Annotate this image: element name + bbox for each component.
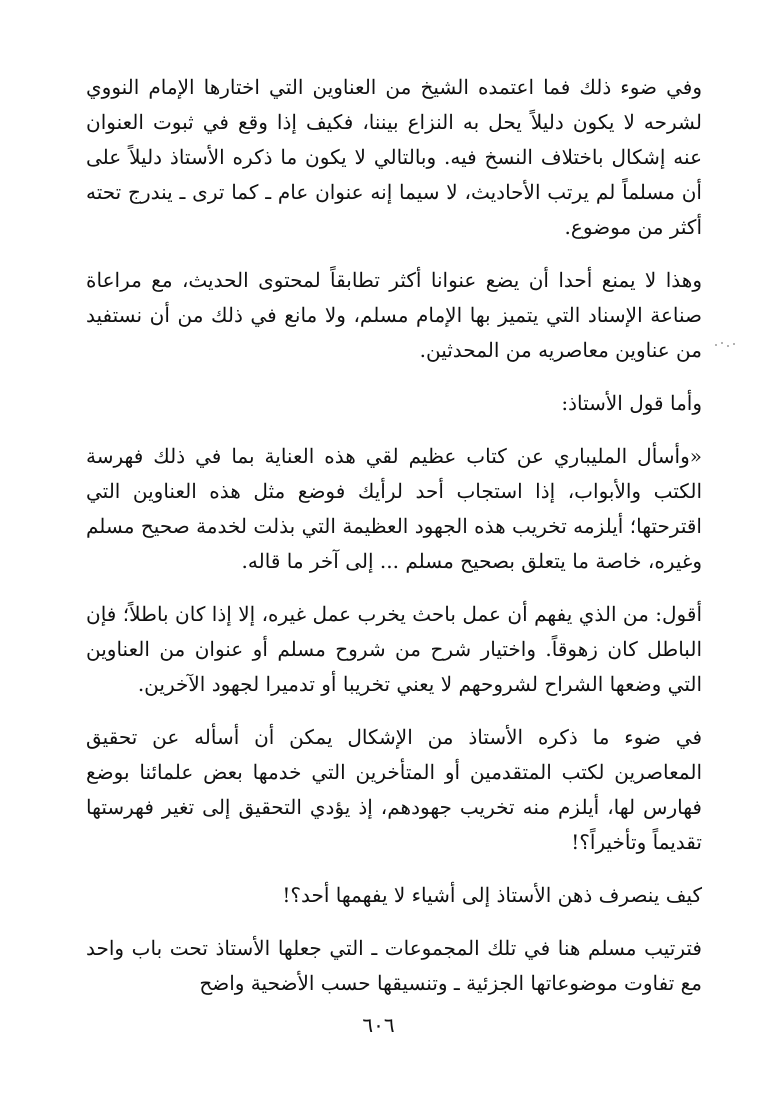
speck [733, 343, 735, 345]
speck [715, 344, 717, 346]
paragraph-7: كيف ينصرف ذهن الأستاذ إلى أشياء لا يفهمها أحد؟! [282, 883, 702, 907]
speck [727, 345, 729, 347]
paragraph-3-quote-intro: وأما قول الأستاذ: [561, 391, 702, 415]
page-number: ٦٠٦ [362, 1013, 395, 1037]
scan-speck-marks [715, 340, 737, 350]
page-body [86, 70, 702, 1019]
speck [721, 342, 723, 344]
paragraph-2: وهذا لا يمنع أحدا أن يضع عنوانا أكثر تطابقاً لمحتوى الحديث، مع مراعاة صناعة الإسناد التي يتميز بها الإمام مسلم، ولا مانع في ذلك من أن نستفيد من عناوين معاصريه من المحدثين. [86, 268, 702, 362]
paragraph-6: في ضوء ما ذكره الأستاذ من الإشكال يمكن أن أسأله عن تحقيق المعاصرين لكتب المتقدمين أو المتأخرين التي خدمها بعض علمائنا بوضع فهارس لها، أيلزم منه تخريب جهودهم، إذ يؤدي التحقيق إلى تغير فهرستها تقديماً وتأخيراً؟! [86, 725, 702, 854]
paragraph-8: فترتيب مسلم هنا في تلك المجموعات ـ التي جعلها الأستاذ تحت باب واحد مع تفاوت موضوعاتها الجزئية ـ وتنسيقها حسب الأضحية واضح [86, 936, 702, 995]
paragraph-1: وفي ضوء ذلك فما اعتمده الشيخ من العناوين التي اختارها الإمام النووي لشرحه لا يكون دليلاً يحل به النزاع بيننا، فكيف إذا وقع في ثبوت العنوان عنه إشكال باختلاف النسخ فيه. وبالتالي لا يكون ما ذكره الأستاذ دليلاً على أن مسلماً لم يرتب الأحاديث، لا سيما إنه عنوان عام ـ كما ترى ـ يندرج تحته أكثر من موضوع. [86, 75, 702, 239]
paragraph-4-quotation: «وأسأل المليباري عن كتاب عظيم لقي هذه العناية بما في ذلك فهرسة الكتب والأبواب، إذا استجاب أحد لرأيك فوضع مثل هذه العناوين التي اقترحتها؛ أيلزمه تخريب هذه الجهود العظيمة التي بذلت لخدمة صحيح مسلم وغيره، خاصة ما يتعلق بصحيح مسلم ... إلى آخر ما قاله. [86, 444, 702, 573]
paragraph-5-reply: أقول: من الذي يفهم أن عمل باحث يخرب عمل غيره، إلا إذا كان باطلاً؛ فإن الباطل كان زهوقاً. واختيار شرح من شروح مسلم أو عنوان من العناوين التي وضعها الشراح لشروحهم لا يعني تخريبا أو تدميرا لجهود الآخرين. [86, 602, 702, 696]
